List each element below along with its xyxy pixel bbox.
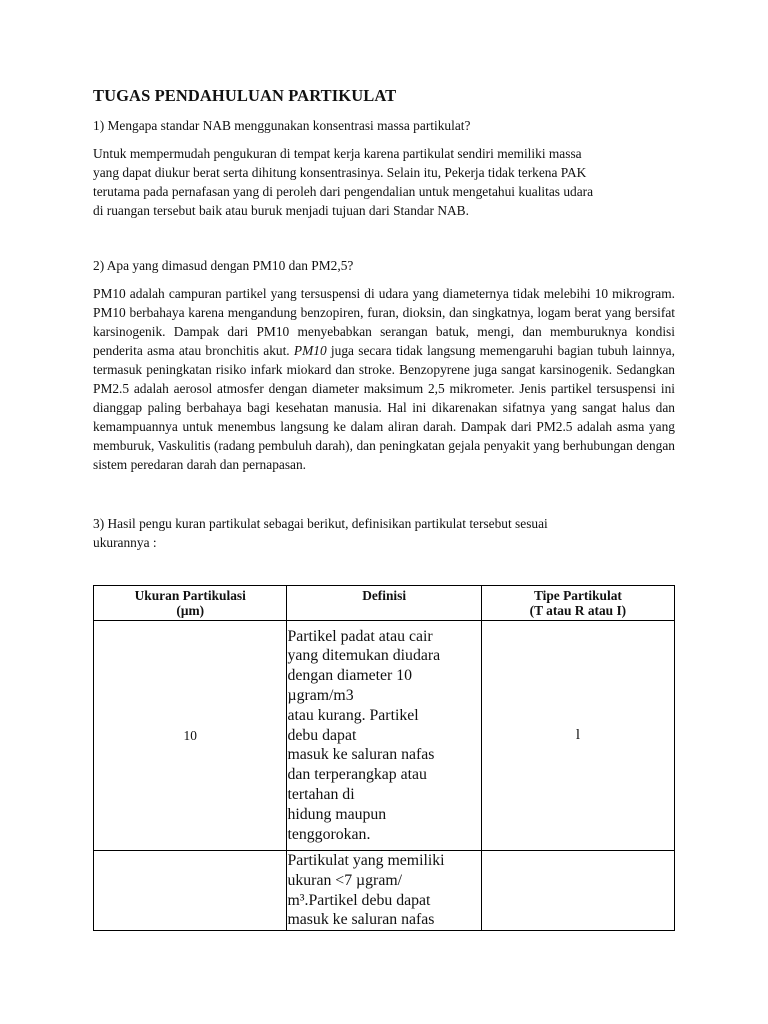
question-2: 2) Apa yang dimasud dengan PM10 dan PM2,5? xyxy=(93,258,354,273)
definition-line: µgram/m3 xyxy=(287,687,354,704)
answer-1-line: Untuk mempermudah pengukuran di tempat kerja karena partikulat sendiri memiliki massa xyxy=(93,146,582,161)
cell-size: 10 xyxy=(94,621,287,851)
answer-2-italic-term: PM10 xyxy=(293,343,327,358)
question-3 xyxy=(93,514,675,552)
definition-line: m³.Partikel debu dapat xyxy=(287,891,431,909)
header-type-line-1: Tipe Partikulat xyxy=(533,588,622,603)
definition-line: dengan diameter 10 xyxy=(287,667,413,685)
definition-line: tenggorokan. xyxy=(287,825,371,843)
table-row xyxy=(94,851,675,931)
cell-type xyxy=(481,851,674,931)
answer-2-part-2: juga secara tidak langsung memengaruhi bagian tubuh lainnya, termasuk peningkatan risiko infark miokard dan stroke. Benzopyrene juga sangat karsinogenik. Sedangkan PM2.5 adalah aerosol atmosfer dengan diameter maksimum 2,5 mikrometer. Jenis partikel tersuspensi ini dianggap paling berbahaya bagi kesehatan manusia. Hal ini dikarenakan sifatnya yang sangat halus dan kemampuannya untuk menembus langsung ke dalam aliran darah. Dampak dari PM2.5 adalah asma yang memburuk, Vaskulitis (radang pembuluh darah), dan peningkatan gejala penyakit yang berhubungan dengan sistem peredaran darah dan pernapasan. xyxy=(93,343,675,472)
document-body xyxy=(93,86,675,552)
header-size-line-2: (μm) xyxy=(176,603,205,618)
cell-type: l xyxy=(481,621,674,851)
definition-line: Partikel padat atau cair xyxy=(287,627,433,645)
header-type-line-2: (T atau R atau I) xyxy=(529,603,627,618)
document-title: TUGAS PENDAHULUAN PARTIKULAT xyxy=(93,86,397,105)
definition-line: Partikulat yang memiliki xyxy=(287,852,445,869)
definition-line: masuk ke saluran nafas xyxy=(287,911,435,929)
question-1: 1) Mengapa standar NAB menggunakan konsentrasi massa partikulat? xyxy=(93,118,471,133)
header-size-line-1: Ukuran Partikulasi xyxy=(134,588,246,603)
header-type xyxy=(481,586,674,621)
definition-line: atau kurang. Partikel xyxy=(287,706,419,724)
answer-2-part-1: PM10 adalah campuran partikel yang tersuspensi di udara yang diameternya tidak melebihi 10 mikrogram. PM10 berbahaya karena mengandung benzopiren, furan, dioksin, dan singkatnya, logam berat yang bersifat karsinogenik. Dampak dari PM10 menyebabkan serangan batuk, mengi, dan memburuknya kondisi penderita asma atau bronchitis akut. xyxy=(93,286,675,358)
definition-line: tertahan di xyxy=(287,785,355,803)
definition-line: ukuran <7 µgram/ xyxy=(287,871,403,889)
answer-1-line: terutama pada pernafasan yang di peroleh dari pengendalian untuk mengetahui kualitas udara xyxy=(93,184,594,199)
answer-2 xyxy=(93,284,675,474)
definition-line: dan terperangkap atau xyxy=(287,766,427,784)
answer-1 xyxy=(93,144,675,220)
answer-1-line: yang dapat diukur berat serta dihitung konsentrasinya. Selain itu, Pekerja tidak terkena PAK xyxy=(93,165,587,180)
question-3-line-1: 3) Hasil pengu kuran partikulat sebagai berikut, definisikan partikulat tersebut sesuai xyxy=(93,516,548,531)
header-size xyxy=(94,586,287,621)
cell-definition xyxy=(287,621,481,851)
question-3-line-2: ukurannya : xyxy=(93,535,157,550)
particulate-table xyxy=(93,585,675,931)
definition-line: debu dapat xyxy=(287,726,357,744)
cell-size xyxy=(94,851,287,931)
table-header-row xyxy=(94,586,675,621)
definition-line: yang ditemukan diudara xyxy=(287,647,441,665)
header-definition-label: Definisi xyxy=(362,588,407,603)
answer-1-line: di ruangan tersebut baik atau buruk menjadi tujuan dari Standar NAB. xyxy=(93,203,469,218)
definition-line: hidung maupun xyxy=(287,805,387,823)
definition-line: masuk ke saluran nafas xyxy=(287,746,435,764)
header-definition xyxy=(287,586,481,621)
table-row xyxy=(94,621,675,851)
cell-definition xyxy=(287,851,481,931)
